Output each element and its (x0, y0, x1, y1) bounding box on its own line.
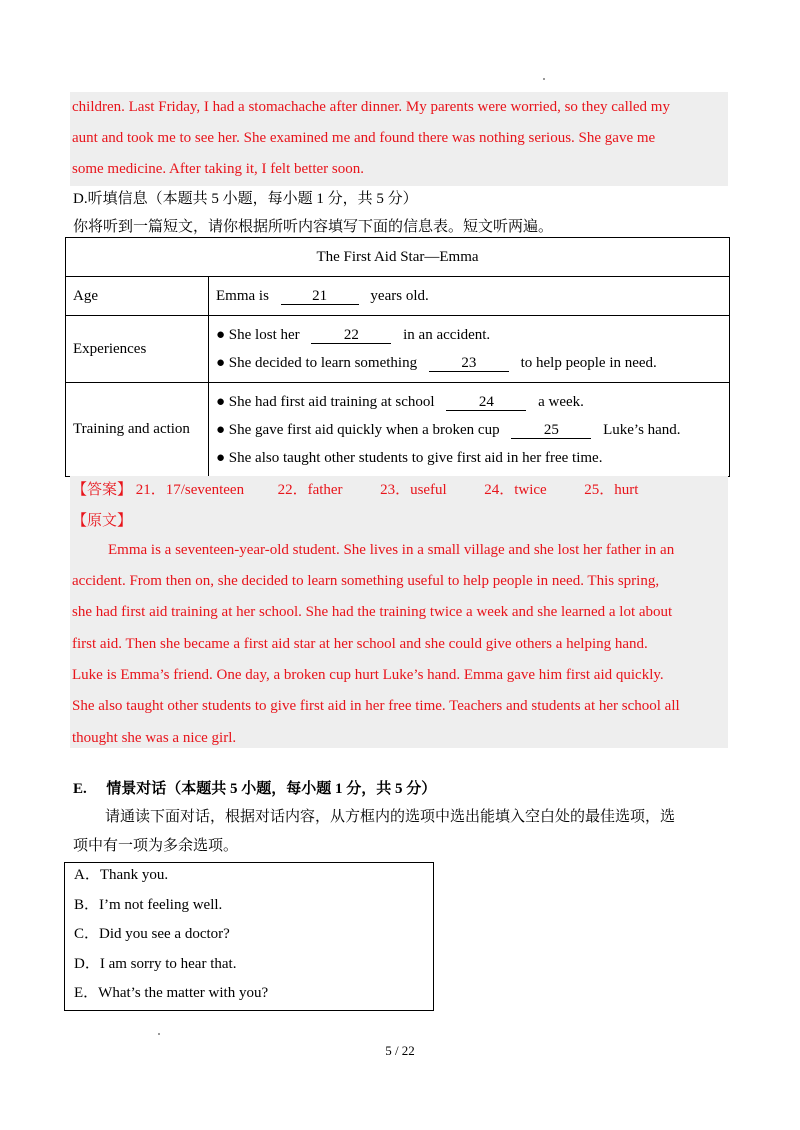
line-text: years old. (370, 288, 429, 304)
line-text: ● She decided to learn something (216, 355, 418, 371)
row-label: Experiences (66, 316, 209, 383)
options-box (64, 862, 434, 1011)
original-text-line: Luke is Emma’s friend. One day, a broken cup hurt Luke’s hand. Emma gave him first aid quickly. (72, 667, 664, 683)
section-e-instruction: 请通读下面对话，根据对话内容，从方框内的选项中选出能填入空白处的最佳选项，选 (105, 809, 676, 825)
table-row (66, 316, 730, 383)
answer-item: 22．father (277, 482, 343, 498)
line-text: ● She had first aid training at school (216, 393, 435, 410)
original-text-line: first aid. Then she became a first aid star at her school and she could give others a helping hand. (72, 636, 648, 652)
row-content (209, 277, 730, 316)
option-d: D．I am sorry to hear that. (74, 955, 237, 972)
original-text-line: she had first aid training at her school. She had the training twice a week and she learned a lot about (72, 604, 673, 620)
answer-blank-21: 21 (281, 288, 359, 305)
section-d-instruction: 你将听到一篇短文，请你根据所听内容填写下面的信息表。短文听两遍。 (73, 219, 554, 235)
row-label: Training and action (66, 383, 209, 477)
original-text-line: Emma is a seventeen-year-old student. She lives in a small village and she lost her father in an (108, 542, 675, 558)
page-number: 5 / 22 (385, 1043, 415, 1058)
answer-blank-23: 23 (429, 355, 509, 372)
line-text: Luke’s hand. (603, 421, 681, 438)
option-e: E．What’s the matter with you? (74, 985, 269, 1001)
section-e-heading (73, 779, 436, 799)
transcript-line: children. Last Friday, I had a stomachache after dinner. My parents were worried, so they called my (72, 99, 670, 115)
table-row (66, 277, 730, 316)
answer-item: 23．useful (380, 482, 447, 498)
option-c: C．Did you see a doctor? (74, 926, 230, 942)
answer-item: 25．hurt (584, 482, 639, 498)
answer-blank-24: 24 (446, 394, 526, 411)
answers-label: 【答案】 (72, 482, 133, 498)
line-text: a week. (538, 393, 584, 410)
answer-item: 21．17/seventeen (135, 482, 245, 498)
section-e-instruction: 项中有一项为多余选项。 (73, 838, 239, 854)
line-text: Emma is (216, 288, 269, 304)
original-text-line: thought she was a nice girl. (72, 730, 237, 746)
transcript-line: some medicine. After taking it, I felt better soon. (72, 161, 365, 177)
line-text: ● She also taught other students to give first aid in her free time. (216, 449, 603, 466)
line-text: ● She gave first aid quickly when a broken cup (216, 421, 500, 438)
row-label: Age (66, 277, 209, 316)
info-table (65, 237, 730, 477)
option-a: A．Thank you. (74, 867, 169, 883)
original-text-line: She also taught other students to give first aid in her free time. Teachers and students at her school all (72, 698, 680, 714)
line-text: to help people in need. (520, 355, 657, 371)
row-content (209, 383, 730, 477)
row-content (209, 316, 730, 383)
original-text-line: accident. From then on, she decided to learn something useful to help people in need. This spring, (72, 573, 660, 589)
section-e-letter: E. (73, 781, 87, 797)
line-text: ● She lost her (216, 327, 300, 343)
table-row (66, 383, 730, 477)
answer-item: 24．twice (484, 482, 547, 498)
section-e-title: 情景对话（本题共 5 小题，每小题 1 分，共 5 分） (106, 781, 437, 797)
line-text: in an accident. (403, 327, 491, 343)
section-d-heading: D.听填信息（本题共 5 小题，每小题 1 分，共 5 分） (73, 191, 418, 207)
option-b: B．I’m not feeling well. (74, 896, 223, 913)
transcript-line: aunt and took me to see her. She examined me and found there was nothing serious. She gave me (72, 130, 656, 146)
answers-line (72, 480, 638, 500)
table-title: The First Aid Star—Emma (66, 238, 730, 277)
decorative-dot (158, 1033, 160, 1035)
decorative-dot (543, 78, 545, 80)
answer-blank-25: 25 (511, 422, 591, 439)
answer-blank-22: 22 (311, 327, 391, 344)
original-text-label: 【原文】 (72, 513, 133, 529)
